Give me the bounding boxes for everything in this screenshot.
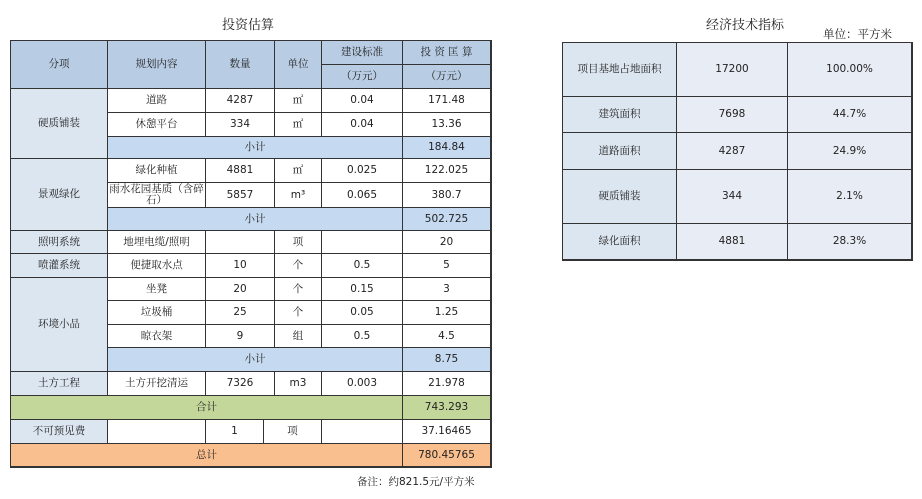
indicator-label: 建筑面积 — [562, 96, 677, 133]
header-standard-unit: （万元） — [321, 64, 403, 89]
indicators-title: 经济技术指标 — [706, 18, 785, 33]
contingency-label: 不可预见费 — [10, 419, 108, 444]
table-cell: 0.025 — [321, 158, 403, 183]
table-cell: m³ — [274, 182, 322, 208]
table-cell: 道路 — [107, 88, 206, 113]
category-amenities: 环境小品 — [10, 277, 108, 372]
table-cell: 171.48 — [402, 88, 491, 113]
table-cell: 组 — [274, 324, 322, 348]
table-cell: 坐凳 — [107, 277, 206, 301]
contingency-estimate: 37.16465 — [402, 419, 491, 444]
table-cell: 0.04 — [321, 112, 403, 137]
table-cell: 7326 — [205, 371, 275, 396]
indicator-label: 道路面积 — [562, 132, 677, 170]
table-cell: 0.5 — [321, 253, 403, 278]
table-cell: 休憩平台 — [107, 112, 206, 137]
indicator-label: 绿化面积 — [562, 223, 677, 260]
table-cell: 地埋电缆/照明 — [107, 230, 206, 254]
table-cell: 4287 — [205, 88, 275, 113]
table-cell: 个 — [274, 300, 322, 325]
grand-total-value: 780.45765 — [402, 443, 491, 467]
table-cell: 便捷取水点 — [107, 253, 206, 278]
table-cell: ㎡ — [274, 158, 322, 183]
subtotal-value: 184.84 — [402, 136, 491, 159]
table-cell — [107, 419, 206, 444]
table-cell: 25 — [205, 300, 275, 325]
table-cell: m3 — [274, 371, 322, 396]
table-cell: 4881 — [205, 158, 275, 183]
subtotal-value: 502.725 — [402, 207, 491, 231]
total-value: 743.293 — [402, 395, 491, 420]
category-landscape: 景观绿化 — [10, 158, 108, 231]
table-cell: 380.7 — [402, 182, 491, 208]
contingency-unit: 项 — [263, 419, 322, 444]
indicator-value: 344 — [676, 169, 788, 224]
category-hard_paving: 硬质铺装 — [10, 88, 108, 159]
indicator-value: 28.3% — [787, 223, 912, 260]
header-category: 分项 — [10, 40, 108, 89]
table-cell: 晾衣架 — [107, 324, 206, 348]
table-cell: 0.065 — [321, 182, 403, 208]
table-cell: 0.15 — [321, 277, 403, 301]
table-cell: 0.5 — [321, 324, 403, 348]
indicator-label: 硬质铺装 — [562, 169, 677, 224]
subtotal-label: 小计 — [107, 347, 403, 372]
table-cell: 334 — [205, 112, 275, 137]
table-cell: 0.04 — [321, 88, 403, 113]
indicator-value: 4881 — [676, 223, 788, 260]
grand-total-label: 总计 — [10, 443, 403, 467]
table-cell: 雨水花园基质（含碎石） — [107, 182, 206, 208]
table-cell: 20 — [205, 277, 275, 301]
indicator-value: 2.1% — [787, 169, 912, 224]
table-cell — [205, 230, 275, 254]
header-estimate-unit: （万元） — [402, 64, 491, 89]
header-content: 规划内容 — [107, 40, 206, 89]
table-cell: 13.36 — [402, 112, 491, 137]
header-quantity: 数量 — [205, 40, 275, 89]
indicator-value: 100.00% — [787, 42, 912, 97]
table-cell: 1.25 — [402, 300, 491, 325]
indicator-value: 24.9% — [787, 132, 912, 170]
category-lighting: 照明系统 — [10, 230, 108, 254]
table-cell: 21.978 — [402, 371, 491, 396]
note: 备注：约821.5元/平方米 — [357, 476, 475, 488]
total-label: 合计 — [10, 395, 403, 420]
indicator-value: 17200 — [676, 42, 788, 97]
header-estimate: 投 资 匡 算 — [402, 40, 491, 65]
indicator-value: 7698 — [676, 96, 788, 133]
subtotal-label: 小计 — [107, 136, 403, 159]
table-cell: 0.003 — [321, 371, 403, 396]
table-cell: 4.5 — [402, 324, 491, 348]
contingency-quantity: 1 — [205, 419, 264, 444]
table-cell: 土方开挖清运 — [107, 371, 206, 396]
table-cell: 0.05 — [321, 300, 403, 325]
indicator-label: 项目基地占地面积 — [562, 42, 677, 97]
table-cell: ㎡ — [274, 88, 322, 113]
category-irrigation: 喷灌系统 — [10, 253, 108, 278]
table-cell: 20 — [402, 230, 491, 254]
subtotal-value: 8.75 — [402, 347, 491, 372]
table-cell: 5 — [402, 253, 491, 278]
subtotal-label: 小计 — [107, 207, 403, 231]
table-cell: 122.025 — [402, 158, 491, 183]
investment-title: 投资估算 — [222, 18, 275, 33]
header-standard: 建设标准 — [321, 40, 403, 65]
table-cell — [321, 230, 403, 254]
table-cell: ㎡ — [274, 112, 322, 137]
header-unit: 单位 — [274, 40, 322, 89]
indicator-value: 44.7% — [787, 96, 912, 133]
table-cell: 垃圾桶 — [107, 300, 206, 325]
table-cell: 绿化种植 — [107, 158, 206, 183]
table-cell: 5857 — [205, 182, 275, 208]
table-cell: 9 — [205, 324, 275, 348]
table-cell: 个 — [274, 253, 322, 278]
table-cell: 3 — [402, 277, 491, 301]
indicators-unit: 单位：平方米 — [823, 27, 892, 41]
table-cell: 10 — [205, 253, 275, 278]
table-cell — [321, 419, 403, 444]
table-cell: 项 — [274, 230, 322, 254]
indicator-value: 4287 — [676, 132, 788, 170]
table-cell: 个 — [274, 277, 322, 301]
category-earthwork: 土方工程 — [10, 371, 108, 396]
